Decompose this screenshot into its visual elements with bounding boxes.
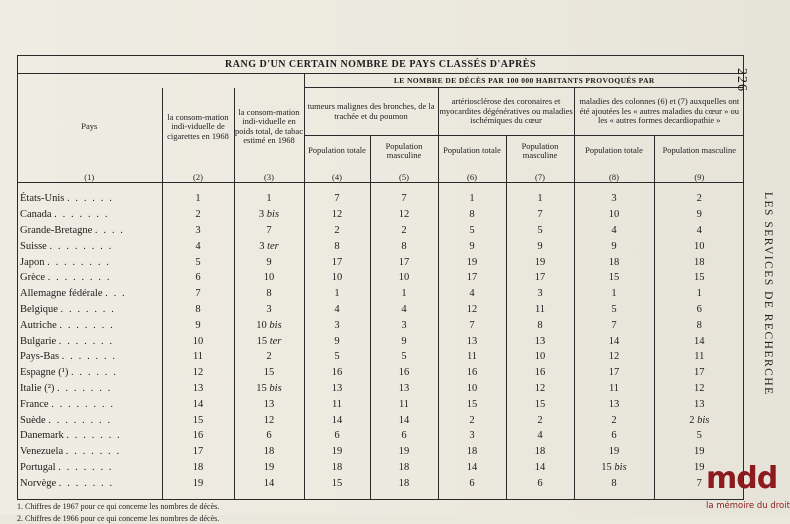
country-name: Autriche: [20, 319, 57, 331]
subheader-population: Population masculine: [506, 136, 574, 167]
rank-cell: 2: [370, 223, 438, 239]
header-tumeurs: tumeurs malignes des bronches, de la trachée et du poumon: [304, 88, 438, 136]
leader-dots: . . . . . . .: [61, 351, 117, 363]
rank-cell: 10 bis: [234, 317, 304, 333]
country-name: Venezuela: [20, 446, 64, 458]
rank-cell: 12: [304, 207, 370, 223]
rank-cell: 1: [304, 286, 370, 302]
rank-cell: 1: [506, 191, 574, 207]
rank-cell: 17: [506, 270, 574, 286]
rank-cell: 10: [304, 270, 370, 286]
column-number: (4): [304, 166, 370, 183]
rank-cell: 12: [574, 349, 654, 365]
rank-cell: 3: [574, 191, 654, 207]
rank-cell: 9: [574, 238, 654, 254]
rank-cell: 9: [304, 333, 370, 349]
rank-cell: 1: [370, 286, 438, 302]
country-name: Pays-Bas: [20, 351, 60, 363]
rank-cell: 4: [506, 428, 574, 444]
rank-cell: 13: [304, 381, 370, 397]
leader-dots: . . . . . . . .: [51, 398, 115, 410]
rank-cell: 12: [438, 302, 506, 318]
country-name: Suède: [20, 414, 46, 426]
rank-cell: 4: [574, 223, 654, 239]
rank-cell: 16: [506, 365, 574, 381]
rank-cell: 2 bis: [654, 412, 744, 428]
rank-cell: 9: [234, 254, 304, 270]
rank-cell: 6: [304, 428, 370, 444]
rank-cell: 2: [438, 412, 506, 428]
rank-cell: 11: [574, 381, 654, 397]
rank-cell: 7: [506, 207, 574, 223]
table-frame: [17, 55, 744, 500]
rank-cell: 6: [506, 475, 574, 491]
leader-dots: . . . . . . .: [58, 335, 114, 347]
country-name: Grande-Bretagne: [20, 224, 93, 236]
country-name: Canada: [20, 209, 52, 221]
leader-dots: . . . . . . .: [59, 319, 115, 331]
leader-dots: . . . . . . . .: [49, 240, 113, 252]
rank-cell: 6: [438, 475, 506, 491]
rank-cell: 3: [234, 302, 304, 318]
column-number: (1): [17, 166, 162, 183]
logo-mark: mdd: [706, 461, 778, 496]
rank-cell: 16: [304, 365, 370, 381]
rank-cell: 13: [162, 381, 234, 397]
page-number: 226: [734, 68, 749, 92]
rank-cell: 5: [304, 349, 370, 365]
leader-dots: . . . . . . . .: [48, 414, 112, 426]
rank-cell: 5: [438, 223, 506, 239]
leader-dots: . . . . . . .: [65, 446, 121, 458]
rank-cell: 9: [506, 238, 574, 254]
rank-cell: 16: [162, 428, 234, 444]
rank-cell: 13: [654, 396, 744, 412]
rank-cell: 14: [162, 396, 234, 412]
rank-cell: 9: [370, 333, 438, 349]
rank-cell: 2: [574, 412, 654, 428]
rank-cell: 12: [654, 381, 744, 397]
rank-cell: 8: [654, 317, 744, 333]
rank-cell: 13: [234, 396, 304, 412]
column-number: (2): [162, 166, 234, 183]
rank-cell: 11: [654, 349, 744, 365]
rank-cell: 8: [506, 317, 574, 333]
rank-cell: 12: [370, 207, 438, 223]
subheader-population: Population totale: [438, 136, 506, 167]
rank-cell: 13: [574, 396, 654, 412]
rank-cell: 14: [304, 412, 370, 428]
rank-cell: 8: [162, 302, 234, 318]
rank-cell: 10: [234, 270, 304, 286]
rank-cell: 18: [370, 475, 438, 491]
column-number: (8): [574, 166, 654, 183]
rank-cell: 13: [506, 333, 574, 349]
country-name: Grèce: [20, 272, 46, 284]
rank-cell: 18: [370, 460, 438, 476]
subheader-population: Population masculine: [370, 136, 438, 167]
rank-cell: 5: [370, 349, 438, 365]
deaths-header: LE NOMBRE DE DÉCÈS PAR 100 000 HABITANTS PROVOQUÉS PAR: [304, 74, 744, 88]
rank-cell: 19: [304, 444, 370, 460]
leader-dots: . . . . . . .: [54, 209, 110, 221]
leader-dots: . . .: [105, 288, 127, 300]
leader-dots: . . . . . . .: [60, 303, 116, 315]
leader-dots: . . . . . .: [66, 193, 114, 205]
rank-cell: 14: [654, 333, 744, 349]
country-name: Suisse: [20, 240, 47, 252]
rank-cell: 5: [162, 254, 234, 270]
running-head: LES SERVICES DE RECHERCHE: [762, 192, 774, 396]
rank-cell: 15: [234, 365, 304, 381]
rank-cell: 19: [654, 460, 744, 476]
rank-cell: 14: [506, 460, 574, 476]
rank-cell: 18: [654, 254, 744, 270]
country-name: États-Unis: [20, 193, 65, 205]
rank-cell: 6: [370, 428, 438, 444]
rank-cell: 13: [370, 381, 438, 397]
country-name: Norvège: [20, 477, 57, 489]
footnote: 2. Chiffres de 1966 pour ce qui concerne les nombres de décès.: [17, 513, 220, 523]
column-number: (6): [438, 166, 506, 183]
country-name: Espagne (¹): [20, 367, 69, 379]
rank-cell: 19: [438, 254, 506, 270]
rank-cell: 2: [234, 349, 304, 365]
rank-cell: 17: [370, 254, 438, 270]
rank-cell: 19: [234, 460, 304, 476]
rank-cell: 1: [574, 286, 654, 302]
rank-cell: 11: [506, 302, 574, 318]
rank-cell: 5: [506, 223, 574, 239]
rank-cell: 12: [506, 381, 574, 397]
subheader-population: Population totale: [574, 136, 654, 167]
rank-cell: 7: [304, 191, 370, 207]
column-number: (5): [370, 166, 438, 183]
rank-cell: 1: [438, 191, 506, 207]
rank-cell: 17: [654, 365, 744, 381]
rank-cell: 9: [654, 207, 744, 223]
table-title: RANG D'UN CERTAIN NOMBRE DE PAYS CLASSÉS D'APRÈS: [17, 55, 744, 74]
rank-cell: 15: [574, 270, 654, 286]
header-pays: Pays: [81, 121, 98, 131]
rank-cell: 8: [370, 238, 438, 254]
rank-cell: 15 bis: [234, 381, 304, 397]
header-cigarettes: la consom-mation indi-viduelle de cigarettes en 1968: [162, 88, 234, 167]
rank-cell: 19: [506, 254, 574, 270]
rank-cell: 3: [506, 286, 574, 302]
rank-cell: 17: [574, 365, 654, 381]
rank-cell: 11: [370, 396, 438, 412]
rank-cell: 3: [370, 317, 438, 333]
rank-cell: 19: [654, 444, 744, 460]
country-name: Portugal: [20, 461, 56, 473]
rank-cell: 8: [574, 475, 654, 491]
leader-dots: . . . . . . . .: [47, 256, 111, 268]
rank-cell: 7: [234, 223, 304, 239]
rank-cell: 14: [234, 475, 304, 491]
subheader-population: Population totale: [304, 136, 370, 167]
mdd-logo: [706, 461, 790, 515]
rank-cell: 15: [304, 475, 370, 491]
rank-cell: 2: [162, 207, 234, 223]
rank-cell: 16: [370, 365, 438, 381]
rank-cell: 2: [304, 223, 370, 239]
rank-cell: 6: [574, 428, 654, 444]
rank-cell: 18: [574, 254, 654, 270]
column-number: (7): [506, 166, 574, 183]
rank-cell: 7: [574, 317, 654, 333]
leader-dots: . . . .: [94, 224, 125, 236]
rank-cell: 10: [370, 270, 438, 286]
rank-cell: 17: [438, 270, 506, 286]
rank-cell: 19: [370, 444, 438, 460]
rank-cell: 3 bis: [234, 207, 304, 223]
rank-cell: 11: [162, 349, 234, 365]
country-name: France: [20, 398, 49, 410]
rank-cell: 2: [654, 191, 744, 207]
rank-cell: 18: [304, 460, 370, 476]
rank-cell: 4: [438, 286, 506, 302]
rank-cell: 9: [162, 317, 234, 333]
header-tabac: la consom-mation indi-viduelle en poids total, de tabac estimé en 1968: [234, 88, 304, 167]
rank-cell: 19: [162, 475, 234, 491]
rank-cell: 18: [162, 460, 234, 476]
subheader-population: Population masculine: [654, 136, 744, 167]
rank-cell: 4: [370, 302, 438, 318]
logo-tagline: la mémoire du droit: [706, 501, 790, 511]
rank-cell: 9: [438, 238, 506, 254]
rank-cell: 12: [162, 365, 234, 381]
rank-cell: 5: [654, 428, 744, 444]
rank-cell: 4: [304, 302, 370, 318]
rank-cell: 3: [162, 223, 234, 239]
rank-cell: 14: [574, 333, 654, 349]
rank-cell: 10: [654, 238, 744, 254]
leader-dots: . . . . . . .: [58, 461, 114, 473]
rank-cell: 1: [654, 286, 744, 302]
rank-cell: 18: [234, 444, 304, 460]
rank-cell: 19: [574, 444, 654, 460]
rank-cell: 14: [370, 412, 438, 428]
rank-cell: 10: [162, 333, 234, 349]
leader-dots: . . . . . .: [70, 367, 118, 379]
rank-cell: 8: [234, 286, 304, 302]
rank-cell: 6: [162, 270, 234, 286]
rank-cell: 15: [506, 396, 574, 412]
leader-dots: . . . . . . . .: [47, 272, 112, 284]
header-maladies-coeur: maladies des colonnes (6) et (7) auxquelles ont été ajoutées les « autres maladies du cœur » ou les « autres formes decardiopathie »: [574, 88, 744, 136]
rank-cell: 1: [234, 191, 304, 207]
rank-cell: 15 bis: [574, 460, 654, 476]
rank-cell: 17: [162, 444, 234, 460]
rank-cell: 1: [162, 191, 234, 207]
rank-cell: 3: [438, 428, 506, 444]
rank-cell: 10: [438, 381, 506, 397]
leader-dots: . . . . . . .: [66, 430, 122, 442]
rank-cell: 12: [234, 412, 304, 428]
rank-cell: 7: [438, 317, 506, 333]
rank-cell: 4: [654, 223, 744, 239]
rank-cell: 16: [438, 365, 506, 381]
rank-cell: 6: [654, 302, 744, 318]
column-number: (3): [234, 166, 304, 183]
rank-cell: 10: [506, 349, 574, 365]
rank-cell: 4: [162, 238, 234, 254]
country-name: Italie (²): [20, 382, 55, 394]
rank-cell: 17: [304, 254, 370, 270]
rank-cell: 7: [370, 191, 438, 207]
rank-cell: 15: [654, 270, 744, 286]
country-name: Allemagne fédérale: [20, 288, 103, 300]
rank-cell: 11: [438, 349, 506, 365]
leader-dots: . . . . . . .: [58, 477, 114, 489]
rank-cell: 15 ter: [234, 333, 304, 349]
leader-dots: . . . . . . .: [56, 382, 112, 394]
rank-cell: 7: [654, 475, 744, 491]
header-arteriosclerose: artériosclérose des coronaires et myocardites dégénératives ou maladies ischémiques du cœur: [438, 88, 574, 136]
country-name: Bulgarie: [20, 335, 57, 347]
rank-cell: 14: [438, 460, 506, 476]
rank-cell: 18: [438, 444, 506, 460]
country-name: Danemark: [20, 430, 64, 442]
country-name: Japon: [20, 256, 45, 268]
column-number: (9): [654, 166, 744, 183]
rank-cell: 18: [506, 444, 574, 460]
rank-cell: 8: [304, 238, 370, 254]
footnote: 1. Chiffres de 1967 pour ce qui concerne les nombres de décès.: [17, 500, 744, 513]
rank-cell: 11: [304, 396, 370, 412]
rank-cell: 8: [438, 207, 506, 223]
country-name: Belgique: [20, 303, 58, 315]
rank-cell: 6: [234, 428, 304, 444]
rank-cell: 10: [574, 207, 654, 223]
rank-cell: 2: [506, 412, 574, 428]
rank-cell: 5: [574, 302, 654, 318]
rank-cell: 3: [304, 317, 370, 333]
rank-cell: 13: [438, 333, 506, 349]
rank-cell: 3 ter: [234, 238, 304, 254]
rank-cell: 7: [162, 286, 234, 302]
rank-cell: 15: [162, 412, 234, 428]
rank-cell: 15: [438, 396, 506, 412]
